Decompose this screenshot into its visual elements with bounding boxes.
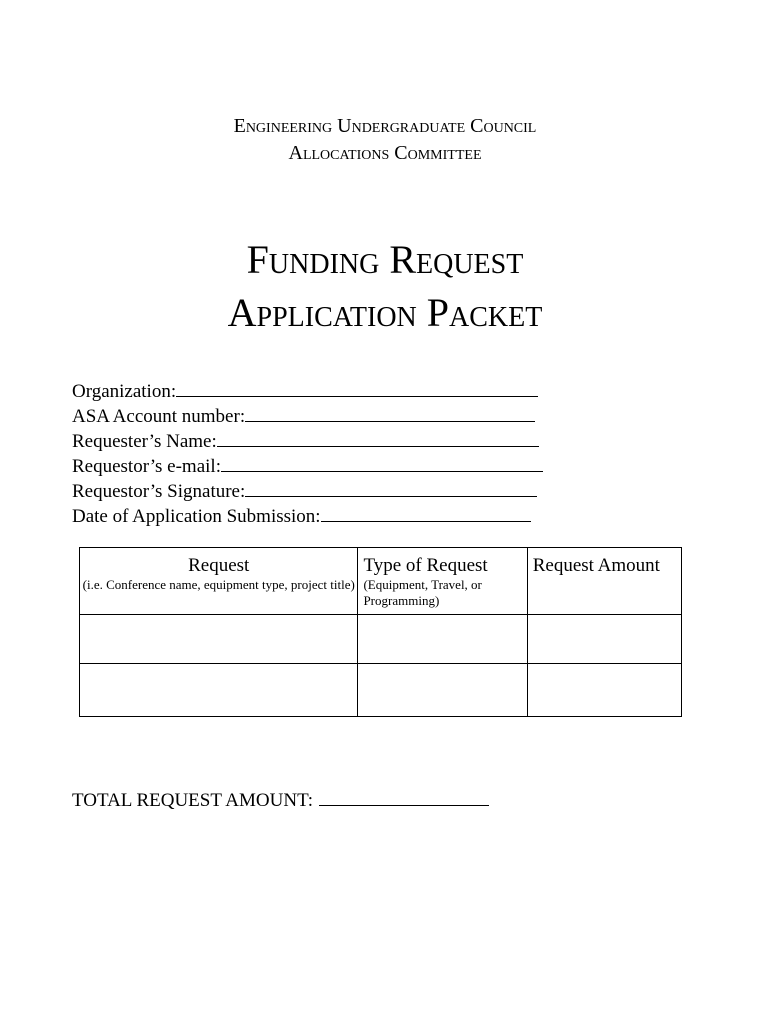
amount-column-header bbox=[527, 548, 681, 615]
total-request-label: TOTAL REQUEST AMOUNT: bbox=[72, 790, 314, 811]
request-column-header bbox=[80, 548, 358, 615]
type-column-header bbox=[358, 548, 527, 615]
submission-date-blank[interactable] bbox=[321, 504, 531, 522]
requestor-signature-blank[interactable] bbox=[245, 479, 537, 497]
request-cell[interactable] bbox=[80, 615, 358, 664]
requestor-signature-label: Requestor’s Signature: bbox=[72, 481, 246, 502]
organization-label: Organization: bbox=[72, 381, 177, 402]
amount-cell[interactable] bbox=[527, 615, 681, 664]
council-name: Engineering Undergraduate Council bbox=[233, 115, 537, 137]
requestor-email-field bbox=[72, 454, 543, 479]
request-cell[interactable] bbox=[80, 664, 358, 717]
requestor-signature-field bbox=[72, 479, 543, 504]
total-request-blank[interactable] bbox=[319, 788, 489, 806]
submission-date-label: Date of Application Submission: bbox=[72, 506, 321, 527]
organization-field bbox=[72, 379, 543, 404]
table-header-row bbox=[80, 548, 682, 615]
organization-blank[interactable] bbox=[176, 379, 538, 397]
applicant-fields bbox=[72, 379, 543, 529]
requester-name-label: Requester’s Name: bbox=[72, 431, 217, 452]
asa-account-label: ASA Account number: bbox=[72, 406, 246, 427]
amount-cell[interactable] bbox=[527, 664, 681, 717]
amount-column-title: Request Amount bbox=[532, 555, 660, 576]
requester-name-field bbox=[72, 429, 543, 454]
type-column-title: Type of Request bbox=[363, 555, 488, 576]
request-column-subtitle: (i.e. Conference name, equipment type, project title) bbox=[82, 577, 355, 592]
type-cell[interactable] bbox=[358, 664, 527, 717]
document-title-line-1: Funding Request bbox=[246, 237, 524, 282]
request-table bbox=[79, 547, 682, 717]
total-request-field bbox=[72, 788, 489, 813]
committee-name: Allocations Committee bbox=[288, 142, 482, 164]
document-title-line-2: Application Packet bbox=[227, 290, 543, 335]
requestor-email-blank[interactable] bbox=[221, 454, 543, 472]
type-column-subtitle: (Equipment, Travel, or Programming) bbox=[363, 577, 482, 608]
submission-date-field bbox=[72, 504, 543, 529]
requester-name-blank[interactable] bbox=[217, 429, 539, 447]
type-cell[interactable] bbox=[358, 615, 527, 664]
asa-account-blank[interactable] bbox=[245, 404, 535, 422]
table-row bbox=[80, 664, 682, 717]
asa-account-field bbox=[72, 404, 543, 429]
request-column-title: Request bbox=[188, 555, 250, 576]
requestor-email-label: Requestor’s e-mail: bbox=[72, 456, 221, 477]
table-row bbox=[80, 615, 682, 664]
